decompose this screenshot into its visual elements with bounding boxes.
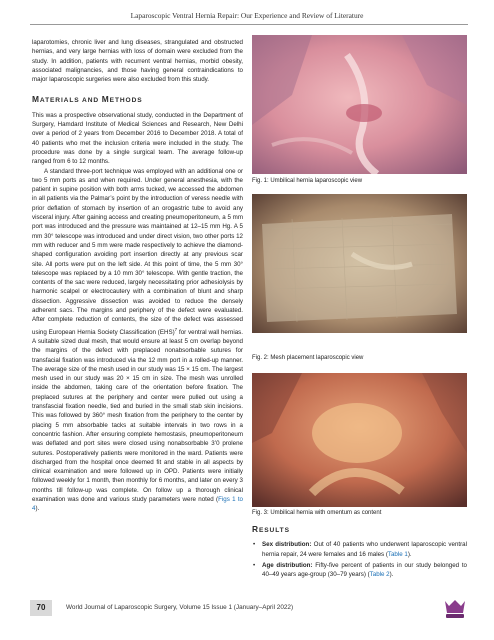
page-number: 70 xyxy=(30,600,52,616)
figure-1-image xyxy=(252,35,467,174)
header-rule xyxy=(30,24,468,25)
figure-2-caption: Fig. 2: Mesh placement laparoscopic view xyxy=(252,355,364,361)
results-heading: RESULTS xyxy=(252,524,290,534)
figure-2-image xyxy=(252,194,467,333)
journal-citation: World Journal of Laparoscopic Surgery, Volume 15 Issue 1 (January–April 2022) xyxy=(66,604,294,611)
list-item: • Sex distribution: Out of 40 patients who underwent laparoscopic ventral hernia repair, 24 were females and 16 males (Table 1). xyxy=(262,540,467,559)
figure-1-caption: Fig. 1: Umbilical hernia laparoscopic view xyxy=(252,178,363,184)
left-column xyxy=(32,38,243,514)
figure-reference-link[interactable]: Figs 1 to 4 xyxy=(32,496,243,513)
figure-3-image xyxy=(252,373,467,507)
results-list xyxy=(252,540,467,579)
table-1-link[interactable]: Table 1 xyxy=(387,550,408,558)
publisher-logo-icon xyxy=(442,597,468,619)
list-item: • Age distribution: Fifty-five percent of patients in our study belonged to 40–49 years age-group (30–79 years) (Table 2). xyxy=(262,561,467,580)
methods-paragraph-2: A standard three-port technique was employed with an additional one or two 5 mm ports as and when required. Under general anesthesia, with the patient in supine position with both arms tucked, we accessed the abdomen in all patients via the Palmar’s point by the introduction of veress needle with prior deflation of stomach by insertion of an orogastric tube to avoid any visceral injury. After gaining access and creating pneumoperitoneum, a 5 mm port was introduced and the pressure was maintained at 12–15 mm Hg. A 5 mm 30° telescope was introduced and under direct vision, two other ports 12 mm with reducer and 5 mm were made respectively to achieve the diamond-shaped configuration avoiding port insertion directly at any previous scar site. All ports were put on the left side. At this point of time, the 5 mm 30° telescope was replaced by a 10 mm 30° telescope. With gentle traction, the contents of the sac were reduced, largely necessitating prior adhesiolysis by harmonic scalpel or electrocautery with a combination of blunt and sharp dissection. Aggressive dissection was avoided to reduce the densely adherent sacs. The margins and periphery of the defect were evaluated. After complete reduction of contents, the size of the defect was assessed using European Hernia Society Classification (EHS)$^7$ for ventral wall hernias. A suitable sized dual mesh, that would ensure at least 5 cm overlap beyond the margins of the defect with preplaced nonabsorbable sutures for transfacial fixation was introduced via the 12 mm port in a rolled-up manner. The average size of the mesh used in our study was 15 × 15 cm. The largest mesh used in our study was 20 × 15 cm in size. The mesh was unrolled inside the abdomen, taking care of the orientation before fixation. The preplaced sutures at the periphery and center were pulled out using a transfascial fixation needle, tied and buried in the small stab skin incisions. This was followed by 360° mesh fixation from the periphery to the center by placing 5 mm absorbable tacks at suitable intervals in two rows in a concentric fashion. After ensuring complete hemostasis, pneumoperitoneum was deflated and port sites were closed using nonabsorbable 3’0 prolene sutures. Postoperatively patients were monitored in the ward. Patients were discharged from the hospital once deemed fit and stable in all aspects by clinical examination and were followed up in OPD. Patients were initially followed weekly for 1 month, then monthly for 6 months, and later on every 3 months till follow-up was complete. On follow up a thorough clinical examination was done and various study parameters were noted (Figs 1 to 4). xyxy=(32,167,243,513)
intro-paragraph: laparotomies, chronic liver and lung diseases, strangulated and obstructed hernias, and very large hernias with loss of domain were excluded from the study. In addition, patients with recurrent ventral hernias, morbid obesity, associated malignancies, and those having general contraindications to major laparoscopic surgeries were also excluded from this study. xyxy=(32,39,243,84)
running-head: Laparoscopic Ventral Hernia Repair: Our Experience and Review of Literature xyxy=(130,11,364,20)
page-footer xyxy=(30,597,468,623)
methods-heading: MATERIALS AND METHODS xyxy=(32,94,143,105)
figure-3-caption: Fig. 3: Umbilical hernia with omentum as content xyxy=(252,510,382,516)
table-2-link[interactable]: Table 2 xyxy=(369,571,390,579)
results-section xyxy=(252,525,467,581)
methods-paragraph-1: This was a prospective observational study, conducted in the Department of Surgery, Hamdard Institute of Medical Sciences and Research, New Delhi over a period of 2 years from December 2016 to December 2018. A total of 40 patients who met the inclusion criteria were included in the study. The procedure was done by a single surgical team. The average follow-up ranged from 6 to 12 months. xyxy=(32,111,243,166)
